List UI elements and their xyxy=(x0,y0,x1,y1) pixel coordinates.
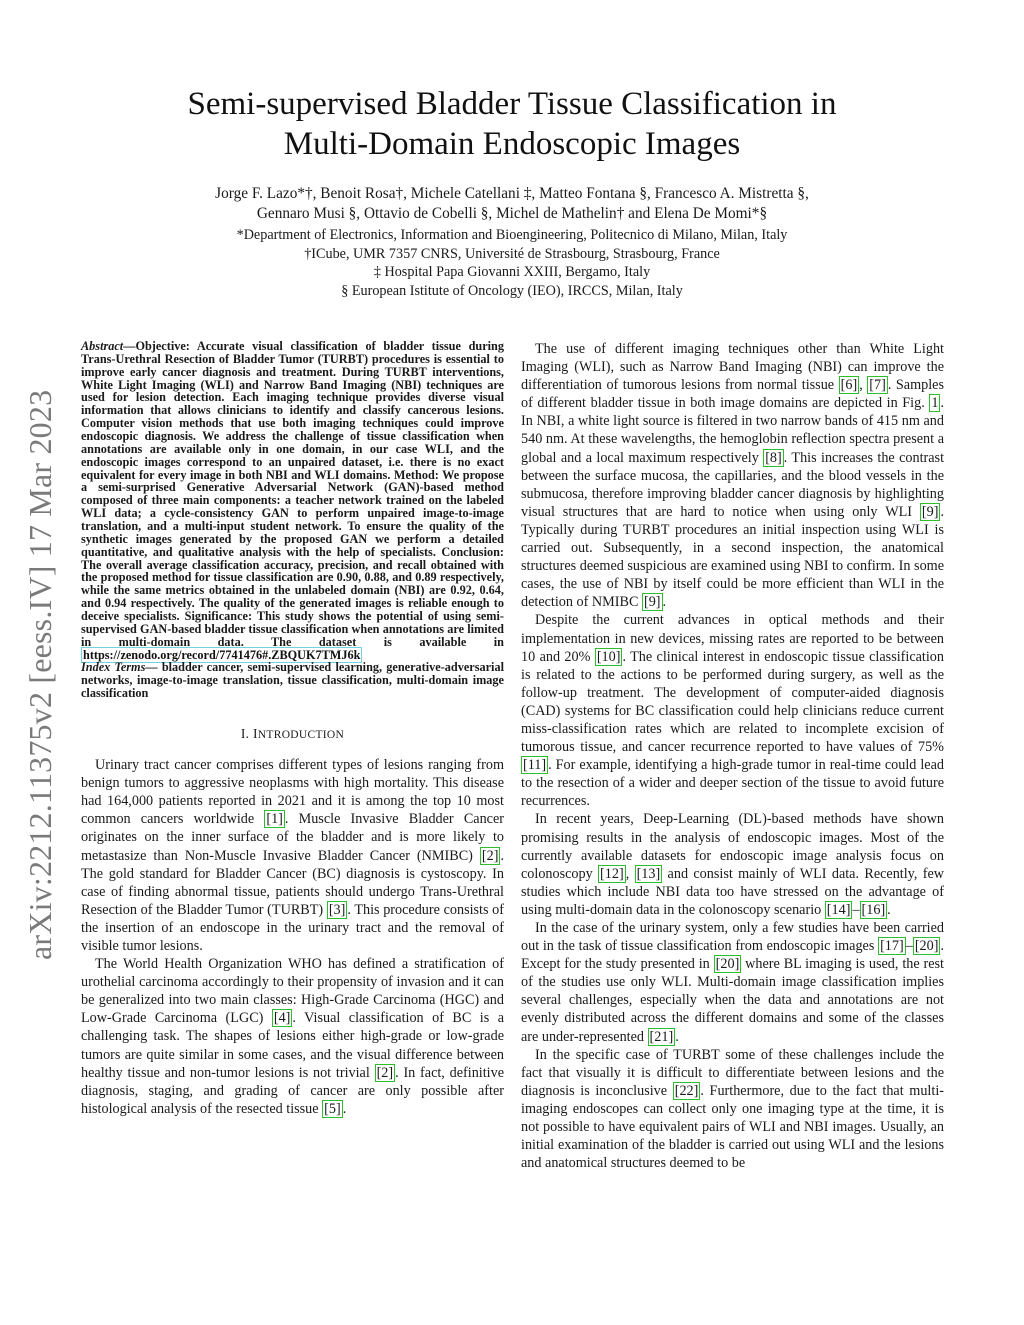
text-run: . xyxy=(662,594,667,611)
intro-paragraph-2 xyxy=(81,955,504,1118)
citation-link[interactable]: [4] xyxy=(273,1010,291,1027)
text-run: Despite the current advances in optical methods and their implementation in new devices, missing rates are reported to be between 10 and 20% xyxy=(521,612,944,665)
abstract-label: Abstract— xyxy=(81,339,136,353)
figure-link[interactable]: 1 xyxy=(931,395,939,412)
citation-link[interactable]: [12] xyxy=(600,865,624,882)
text-run: . Furthermore, due to the fact that multi-imaging endoscopes can collect only one imaging type at the time, it is not possible to have equivalent pairs of WLI and NBI images. Usually, an initial examination of the bladder is carried out using WLI and the lesions and anatomical structures deemed to be xyxy=(521,1082,944,1172)
section-first-letter: I xyxy=(253,726,258,742)
section-number: I. xyxy=(240,726,250,742)
citation-link[interactable]: [2] xyxy=(376,1064,394,1081)
citation-link[interactable]: [16] xyxy=(861,901,886,918)
citation-link[interactable]: [20] xyxy=(715,956,740,973)
citation-link[interactable]: [21] xyxy=(649,1028,674,1045)
citation-link[interactable]: [9] xyxy=(921,503,939,520)
text-run: The use of different imaging techniques other than White Light Imaging (WLI), such as Narrow Band Imaging (NBI) can improve the differentiation of tumorous lesions from normal tissue xyxy=(521,341,944,394)
text-run: . xyxy=(342,1100,347,1117)
citation-link[interactable]: [8] xyxy=(765,449,782,466)
citation-link[interactable]: [7] xyxy=(869,377,886,394)
right-paragraph-5 xyxy=(521,1046,944,1173)
authors-line-1: Jorge F. Lazo*†, Benoit Rosa†, Michele Catellani ‡, Matteo Fontana §, Francesco A. Mistretta §, xyxy=(215,185,809,202)
affiliation-1: *Department of Electronics, Information and Bioengineering, Politecnico di Milano, Milan, Italy xyxy=(236,227,788,243)
citation-link[interactable]: [20] xyxy=(914,938,939,955)
citation-link[interactable]: [14] xyxy=(826,901,851,918)
intro-paragraph-1 xyxy=(81,756,504,955)
abstract xyxy=(81,340,504,661)
text-run: In the specific case of TURBT some of these challenges include the fact that visually it is difficult to differentiate between lesions and the diagnosis is inconclusive xyxy=(521,1046,944,1099)
text-run: . For example, identifying a high-grade tumor in real-time could lead to the resection of a wider and deeper section of the tissue to avoid future recurrences. xyxy=(521,757,944,810)
text-run: , xyxy=(859,377,868,394)
citation-link[interactable]: [11] xyxy=(523,757,547,774)
text-run: The World Health Organization WHO has defined a stratification of urothelial carcinoma accordingly to their propensity of invasion and it can be generalized into two main classes: High-Grade Carcinoma (HGC) and Low-Grade Carcinoma (LGC) xyxy=(81,956,504,1027)
text-run: . Typically during TURBT procedures an initial inspection using WLI is carried out. Subsequently, in a second inspection, the anatomical structures deemed suspicious are examined using NBI to confirm. In some cases, the use of NBI by itself could be more efficient than WLI in the detection of NMIBC xyxy=(521,503,944,611)
citation-link[interactable]: [13] xyxy=(636,865,661,882)
section-title-rest: NTRODUCTION xyxy=(257,729,345,742)
author-list xyxy=(0,184,1024,224)
citation-link[interactable]: [17] xyxy=(880,938,904,955)
arxiv-identifier: arXiv:2212.11375v2 [eess.IV] 17 Mar 2023 xyxy=(22,389,58,960)
text-run: . xyxy=(675,1028,679,1045)
text-run: – xyxy=(905,938,913,955)
right-paragraph-4 xyxy=(521,919,944,1046)
title-line-1: Semi-supervised Bladder Tissue Classification in xyxy=(187,86,837,122)
text-run: . Visual classification of BC is a challenging task. The shapes of lesions either high-grade or low-grade tumors are quite similar in some cases, and the visual difference between healthy tissue and non-tumor lesions is not trivial xyxy=(81,1010,504,1081)
citation-link[interactable]: [3] xyxy=(328,901,346,918)
right-paragraph-3 xyxy=(521,810,944,919)
affiliation-4: § European Istitute of Oncology (IEO), IRCCS, Milan, Italy xyxy=(341,282,683,299)
left-column xyxy=(81,340,504,1118)
index-terms xyxy=(81,661,504,700)
text-run: . This increases the contrast between the surface mucosa, the capillaries, and the blood vessels in the submucosa, therefore improving bladder cancer diagnosis by highlighting visual structures that are hard to notice when using only WLI xyxy=(521,449,945,520)
text-run: . In fact, definitive diagnosis, staging, and grading of cancer are only possible after histological analysis of the resected tissue xyxy=(81,1064,504,1117)
citation-link[interactable]: [10] xyxy=(596,648,621,665)
text-run: Urinary tract cancer comprises different types of lesions ranging from benign tumors to aggressive neoplasms with high mortality. This disease had 164,000 patients reported in 2021 and it is among the top 10 most common cancers worldwide xyxy=(81,757,504,828)
citation-link[interactable]: [22] xyxy=(674,1082,699,1099)
text-run: . Muscle Invasive Bladder Cancer originates on the inner surface of the bladder and is more likely to metastasize than Non-Muscle Invasive Bladder Cancer (NMIBC) xyxy=(81,811,504,864)
citation-link[interactable]: [5] xyxy=(324,1100,341,1117)
section-heading-introduction xyxy=(81,726,504,743)
affiliation-3: ‡ Hospital Papa Giovanni XXIII, Bergamo, Italy xyxy=(373,264,651,281)
citation-link[interactable]: [1] xyxy=(266,811,283,828)
right-paragraph-1 xyxy=(521,340,944,611)
text-run: . The clinical interest in endoscopic tissue classification is related to the actions to be performed during surgery, as well as the follow-up treatment. The development of computer-aided diagnosis (CAD) systems for BC classification could help clinicians reduce current miss-classification rates which are related to incomplete excision of tumorous tissue, and cancer recurrence reported to have values of 75% xyxy=(521,648,944,756)
text-run: . Samples of different bladder tissue in both image domains are depicted in Fig. xyxy=(521,377,944,412)
dataset-link[interactable]: https://zenodo.org/record/7741476#.ZBQUK7TMJ6k xyxy=(83,647,361,662)
text-run: . Except for the study presented in xyxy=(521,938,944,973)
text-run: In the case of the urinary system, only a few studies have been carried out in the task of tissue classification from endoscopic images xyxy=(521,920,944,955)
title-line-2: Multi-Domain Endoscopic Images xyxy=(283,126,741,162)
text-run: where BL imaging is used, the rest of the studies use only WLI. Multi-domain image classification implies several challenges, especially when the data and annotations are not evenly distributed across the different domains and some of the classes are under-represented xyxy=(521,956,945,1045)
abstract-text: Objective: Accurate visual classification of bladder tissue during Trans-Urethral Resection of Bladder Tumor (TURBT) procedures is essential to improve early cancer diagnosis and treatment. During TURBT interventions, White Light Imaging (WLI) and Narrow Band Imaging (NBI) techniques are used for lesion detection. Each imaging technique provides diverse visual information that allows clinicians to identify and classify cancerous lesions. Computer vision methods that use both imaging techniques could improve endoscopic diagnosis. We address the challenge of tissue classification when annotations are available only in one domain, in our case WLI, and the endoscopic images correspond to an unpaired dataset, i.e. there is no exact equivalent for every image in both NBI and WLI domains. Method: We propose a semi-surprised Generative Adversarial Network (GAN)-based method composed of three main components: a teacher network trained on the labeled WLI data; a cycle-consistency GAN to perform unpaired image-to-image translation, and a multi-input student network. To ensure the quality of the synthetic images generated by the proposed GAN we perform a detailed quantitative, and qualitative analysis with the help of specialists. Conclusion: The overall average classification accuracy, precision, and recall obtained with the proposed method for tissue classification are 0.90, 0.88, and 0.89 respectively, while the same metrics obtained in the unlabeled domain (NBI) are 0.92, 0.64, and 0.94 respectively. The quality of the generated images is reliable enough to deceive specialists. Significance: This study shows the potential of using semi-supervised GAN-based bladder tissue classification when annotations are limited in multi-domain data. The dataset is available in xyxy=(81,339,504,649)
text-run: . xyxy=(887,901,891,918)
text-run: . In NBI, a white light source is filtered in two narrow bands of 415 nm and 540 nm. At these wavelengths, the hemoglobin reflection spectra present a global and a local maximum respectively xyxy=(521,395,944,466)
text-run: , xyxy=(625,865,635,882)
citation-link[interactable]: [9] xyxy=(643,594,661,611)
paper-title xyxy=(0,84,1024,164)
text-run: and consist mainly of WLI data. Recently, few studies which include NBI data too have stressed on the advantage of using multi-domain data in the colonoscopy scenario xyxy=(521,865,945,918)
index-terms-label: Index Terms— xyxy=(81,660,158,675)
text-run: . The gold standard for Bladder Cancer (BC) diagnosis is cystoscopy. In case of finding abnormal tissue, patients should undergo Trans-Urethral Resection of the Bladder Tumor (TURBT) xyxy=(81,847,504,918)
right-paragraph-2 xyxy=(521,611,944,810)
authors-line-2: Gennaro Musi §, Ottavio de Cobelli §, Michel de Mathelin† and Elena De Momi*§ xyxy=(256,205,768,222)
text-run: . This procedure consists of the insertion of an endoscope in the urinary tract and the removal of visible tumor lesions. xyxy=(81,901,504,954)
right-column xyxy=(521,340,944,1172)
citation-link[interactable]: [6] xyxy=(840,377,858,394)
text-run: – xyxy=(852,901,860,918)
text-run: In recent years, Deep-Learning (DL)-based methods have shown promising results in the analysis of endoscopic images. Most of the currently available datasets for endoscopic image analysis focus on colonoscopy xyxy=(521,811,944,882)
affiliation-2: †ICube, UMR 7357 CNRS, Université de Strasbourg, Strasbourg, France xyxy=(304,245,720,262)
citation-link[interactable]: [2] xyxy=(481,847,499,864)
affiliations xyxy=(0,226,1024,300)
index-terms-text: bladder cancer, semi-supervised learning, generative-adversarial networks, image-to-image translation, tissue classification, multi-domain image classification xyxy=(81,660,504,701)
